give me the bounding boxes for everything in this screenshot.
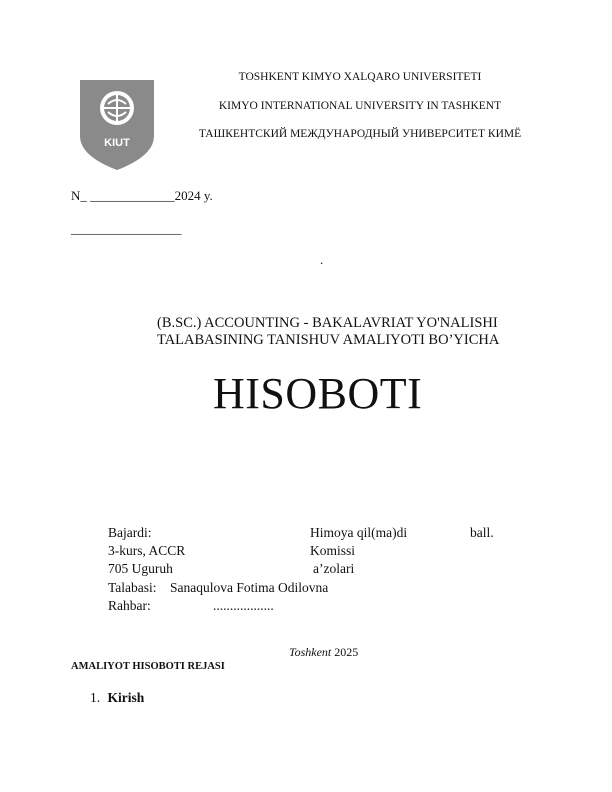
footer-city-year xyxy=(289,645,358,660)
members-label: a’zolari xyxy=(313,561,355,576)
list-item-label: Kirish xyxy=(107,690,145,705)
subtitle-line-1: (B.SC.) ACCOUNTING - BAKALAVRIAT YO'NALISHI xyxy=(157,315,498,331)
student-label: Talabasi: xyxy=(108,580,157,595)
defended-label: Himoya qil(ma)di xyxy=(310,525,408,540)
header-line-en: KIMYO INTERNATIONAL UNIVERSITY IN TASHKENT xyxy=(218,100,502,112)
footer-city: Toshkent xyxy=(289,645,332,659)
page-title: HISOBOTI xyxy=(213,369,423,418)
supervisor-label: Rahbar: xyxy=(108,598,151,613)
blank-underline: _________________ xyxy=(71,221,182,236)
university-logo xyxy=(78,76,156,172)
list-item-number: 1. xyxy=(90,690,101,705)
footer-year: 2025 xyxy=(334,645,359,659)
group-info: 705 Uguruh xyxy=(108,561,173,576)
list-item xyxy=(90,690,144,706)
course-info: 3-kurs, ACCR xyxy=(108,543,186,558)
student-name: Sanaqulova Fotima Odilovna xyxy=(170,580,329,595)
center-dot: . xyxy=(320,252,324,267)
subtitle-line-2: TALABASINING TANISHUV AMALIYOTI BO’YICHA xyxy=(157,332,500,348)
supervisor-blank: .................. xyxy=(213,598,274,613)
header-line-uz: TOSHKENT KIMYO XALQARO UNIVERSITETI xyxy=(238,71,482,83)
plan-heading: AMALIYOT HISOBOTI REJASI xyxy=(71,661,225,672)
document-number-line: N_ _____________2024 y. xyxy=(71,188,213,203)
header-line-ru: ТАШКЕНТСКИЙ МЕЖДУНАРОДНЫЙ УНИВЕРСИТЕТ КИМЁ xyxy=(198,128,522,140)
logo-text: KIUT xyxy=(104,137,130,149)
commission-label: Komissi xyxy=(310,543,356,558)
done-by-label: Bajardi: xyxy=(108,525,152,540)
kiut-shield-icon xyxy=(78,76,156,172)
ball-label: ball. xyxy=(470,525,494,540)
